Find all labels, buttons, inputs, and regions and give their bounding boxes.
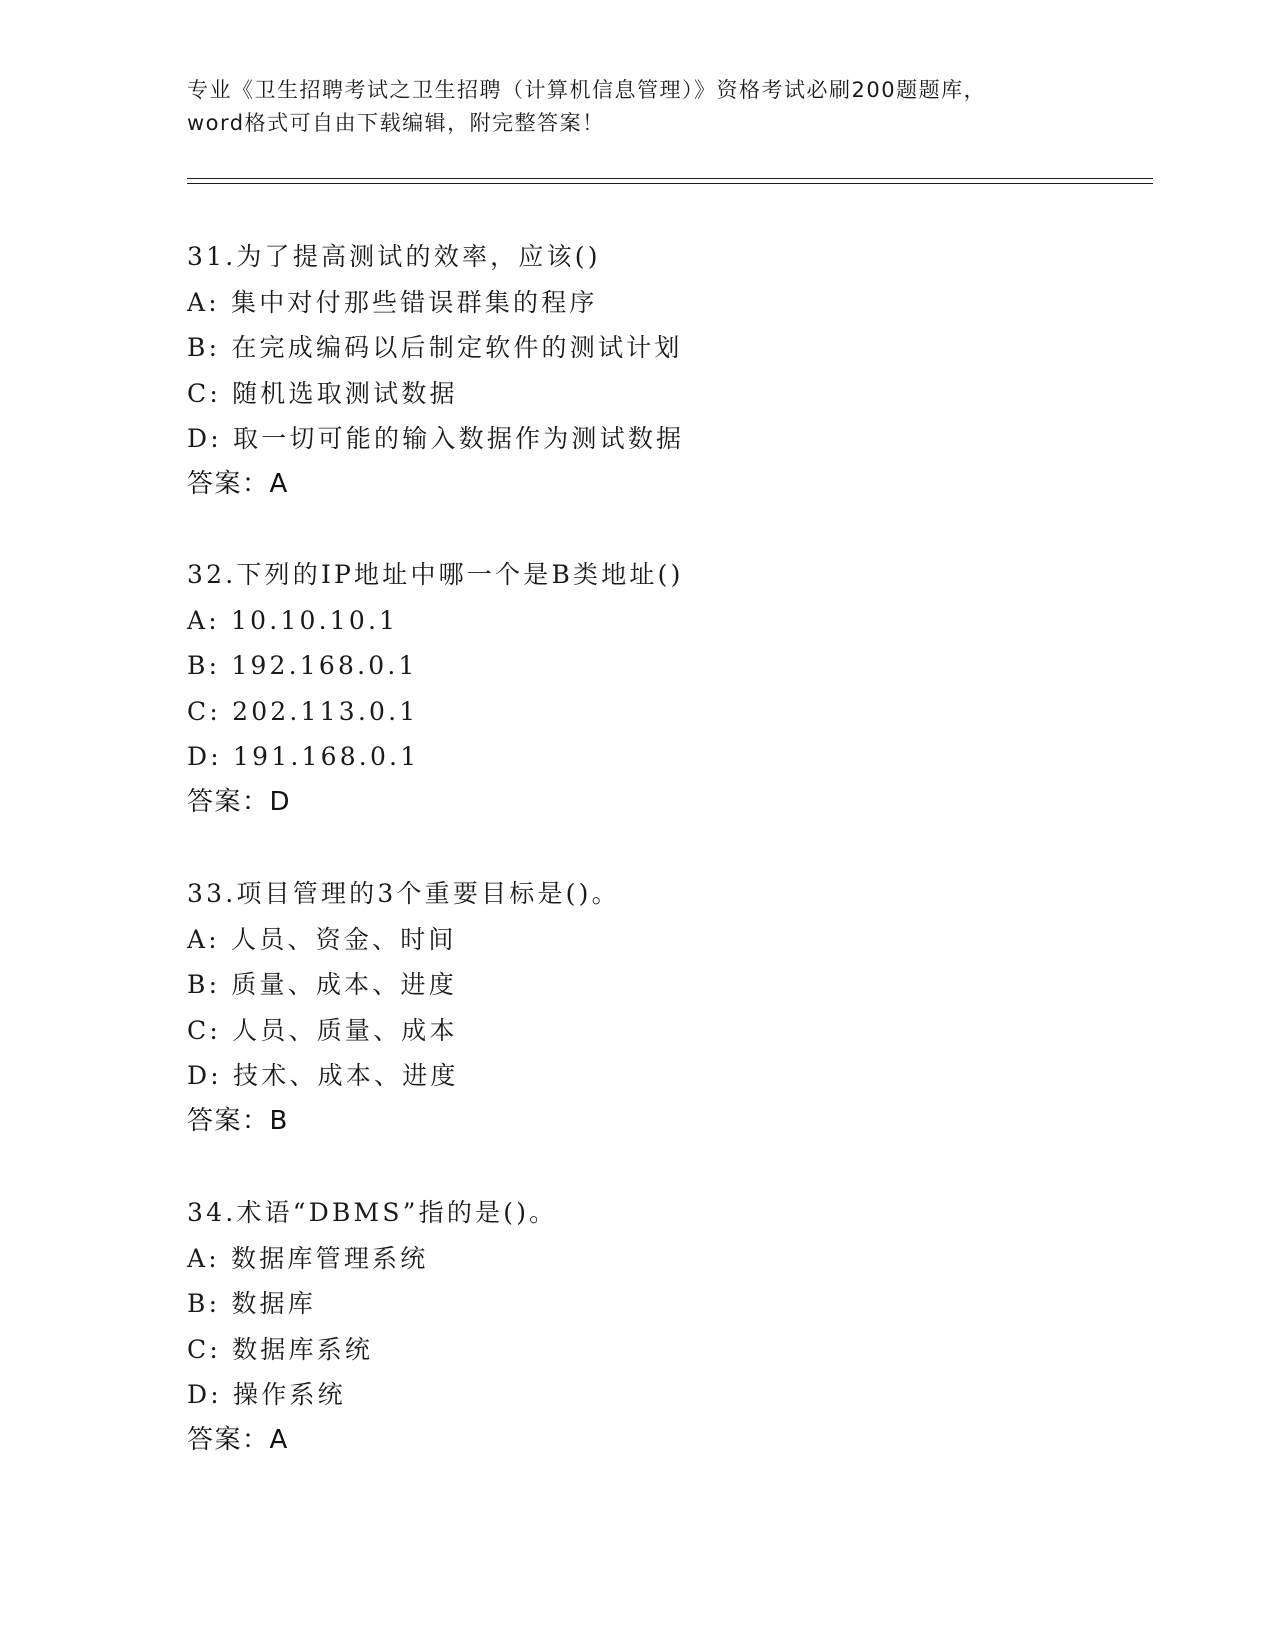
option-b: B: 在完成编码以后制定软件的测试计划	[187, 333, 683, 362]
option-d: D: 取一切可能的输入数据作为测试数据	[187, 424, 685, 453]
document-header	[187, 74, 1087, 140]
question-stem: 31.为了提高测试的效率，应该()	[187, 242, 601, 271]
question-33	[187, 871, 1137, 1144]
option-a: A: 数据库管理系统	[187, 1243, 429, 1273]
option-d: D: 操作系统	[187, 1380, 346, 1409]
option-c: C: 数据库系统	[187, 1334, 374, 1364]
option-a: A: 10.10.10.1	[187, 605, 399, 635]
answer: 答案：B	[187, 1105, 289, 1136]
option-b: B: 质量、成本、进度	[187, 970, 457, 999]
question-31	[187, 234, 1137, 507]
option-b: B: 192.168.0.1	[187, 651, 418, 680]
question-stem: 32.下列的IP地址中哪一个是B类地址()	[187, 560, 684, 589]
question-stem: 33.项目管理的3个重要目标是()。	[187, 879, 620, 908]
option-a: A: 人员、资金、时间	[187, 924, 457, 954]
header-divider-top	[187, 178, 1153, 179]
option-c: C: 随机选取测试数据	[187, 378, 458, 408]
option-c: C: 人员、质量、成本	[187, 1015, 458, 1045]
answer: 答案：A	[187, 468, 289, 499]
header-title-line-2: word格式可自由下载编辑，附完整答案！	[187, 111, 605, 135]
header-title-line-1: 专业《卫生招聘考试之卫生招聘（计算机信息管理）》资格考试必刷200题题库，	[187, 78, 987, 102]
option-c: C: 202.113.0.1	[187, 696, 419, 726]
option-d: D: 191.168.0.1	[187, 742, 420, 771]
answer: 答案：A	[187, 1424, 289, 1455]
option-d: D: 技术、成本、进度	[187, 1061, 459, 1090]
option-b: B: 数据库	[187, 1289, 316, 1318]
option-a: A: 集中对付那些错误群集的程序	[187, 287, 598, 317]
answer: 答案：D	[187, 786, 292, 817]
question-34	[187, 1190, 1137, 1463]
header-divider-bottom	[187, 183, 1153, 184]
question-32	[187, 552, 1137, 825]
question-stem: 34.术语“DBMS”指的是()。	[187, 1198, 558, 1227]
